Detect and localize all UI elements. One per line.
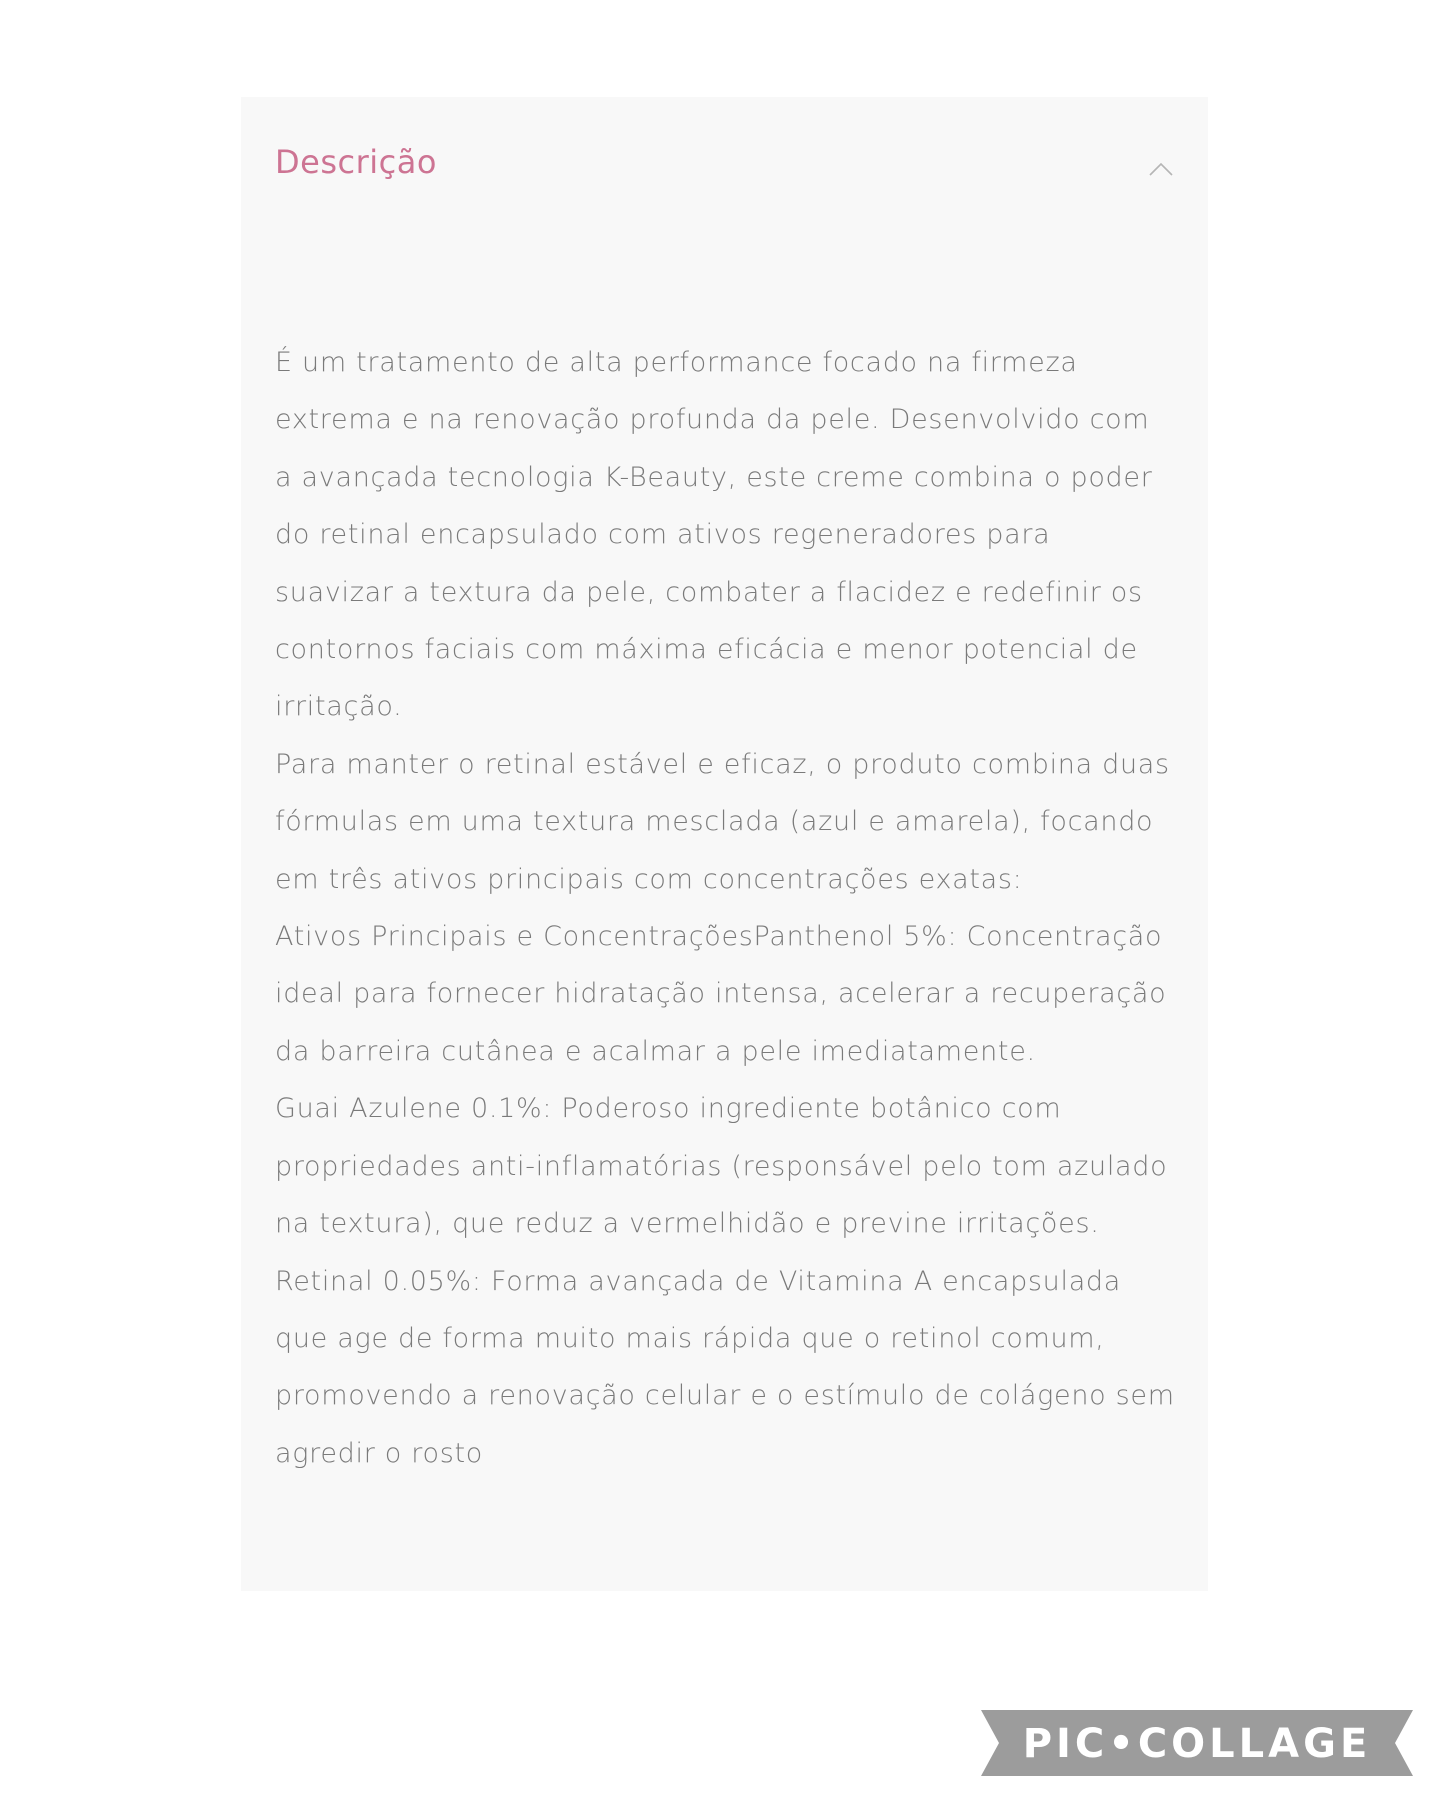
accordion-header[interactable] bbox=[275, 137, 1175, 187]
description-paragraph: É um tratamento de alta performance focado na firmeza extrema e na renovação profunda da pele. Desenvolvido com a avançada tecnologia K-Beauty, este creme combina o poder do retinal encapsulado com ativos regeneradores para suavizar a textura da pele, combater a flacidez e redefinir os contornos faciais com máxima eficácia e menor potencial de irritação. bbox=[275, 347, 1153, 723]
description-paragraph: Guai Azulene 0.1%: Poderoso ingrediente botânico com propriedades anti-inflamatórias (responsável pelo tom azulado na textura), que reduz a vermelhidão e previne irritações. bbox=[275, 1093, 1168, 1240]
description-paragraph: Retinal 0.05%: Forma avançada de Vitamina A encapsulada que age de forma muito mais rápida que o retinol comum, promovendo a renovação celular e o estímulo de colágeno sem agredir o rosto bbox=[275, 1265, 1175, 1469]
description-paragraph: Ativos Principais e ConcentraçõesPanthenol 5%: Concentração ideal para fornecer hidratação intensa, acelerar a recuperação da barreira cutânea e acalmar a pele imediatamente. bbox=[275, 921, 1167, 1067]
watermark-text: PIC•COLLAGE bbox=[1022, 1721, 1372, 1767]
chevron-up-icon[interactable] bbox=[1147, 161, 1175, 177]
description-body bbox=[275, 334, 1175, 1482]
pic-collage-watermark bbox=[981, 1710, 1413, 1776]
description-paragraph: Para manter o retinal estável e eficaz, o produto combina duas fórmulas em uma textura mesclada (azul e amarela), focando em três ativos principais com concentrações exatas: bbox=[275, 748, 1170, 895]
description-accordion bbox=[241, 97, 1208, 1591]
accordion-title: Descrição bbox=[275, 143, 437, 181]
